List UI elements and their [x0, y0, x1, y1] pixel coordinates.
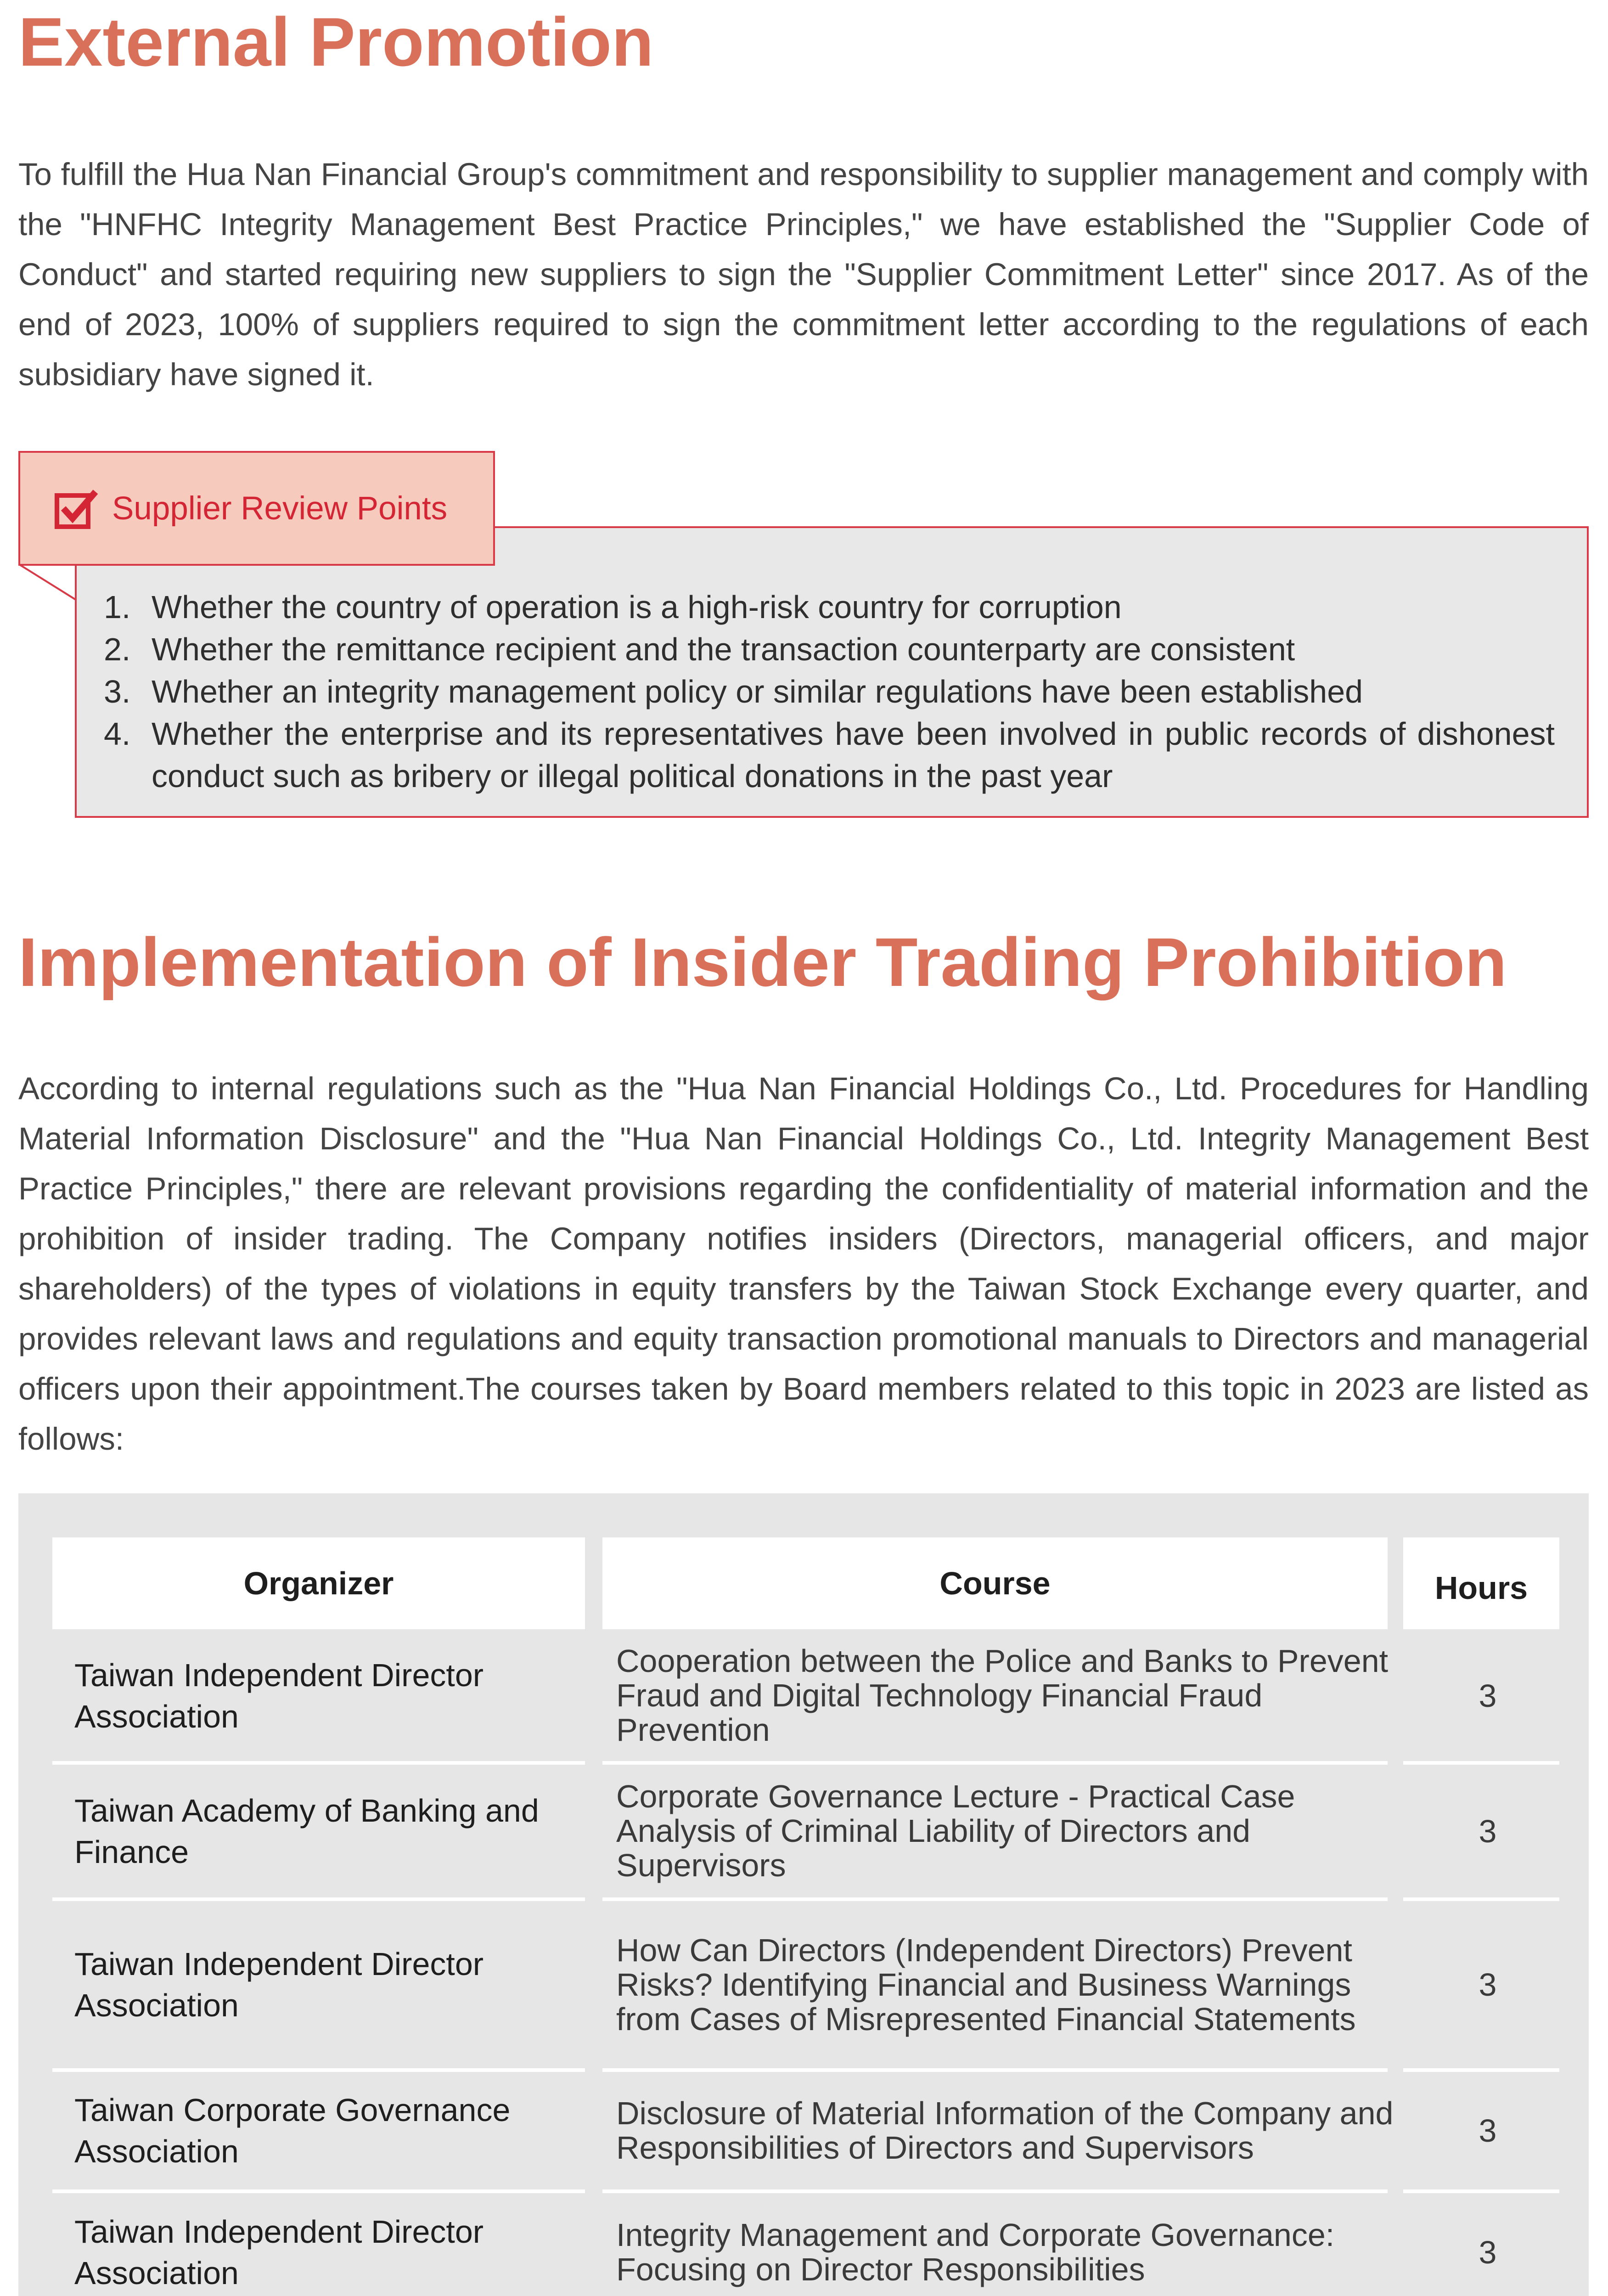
row-divider: [52, 2068, 585, 2072]
course-cell: Corporate Governance Lecture - Practical Case Analysis of Criminal Liability of Directors and Supervisors: [616, 1778, 1295, 1883]
external-promotion-paragraph: To fulfill the Hua Nan Financial Group's commitment and responsibility to supplier management and comply with the "HNFHC Integrity Management Best Practice Principles," we have established the "Supplier Code of Conduct" and started requiring new suppliers to sign the "Supplier Commitment Letter" since 2017. As of the end of 2023, 100% of suppliers required to sign the commitment letter according to the regulations of each subsidiary have signed it.: [18, 157, 1589, 392]
table-row: [18, 2193, 1589, 2296]
organizer-cell: Taiwan Academy of Banking and Finance: [74, 1792, 539, 1870]
list-item: 1. Whether the country of operation is a high-risk country for corruption: [104, 589, 1122, 625]
table-header-course: Course: [602, 1537, 1388, 1629]
row-divider: [1403, 2189, 1559, 2193]
organizer-cell: Taiwan Independent Director Association: [74, 2213, 484, 2291]
section-title-external-promotion: External Promotion: [18, 3, 654, 80]
course-cell: Disclosure of Material Information of the Company and Responsibilities of Directors and Supervisors: [616, 2095, 1394, 2166]
organizer-cell: Taiwan Independent Director Association: [74, 1946, 484, 2023]
row-divider: [1403, 1761, 1559, 1765]
supplier-review-label: Supplier Review Points: [112, 490, 448, 527]
table-header-organizer: Organizer: [52, 1537, 585, 1629]
course-cell: Cooperation between the Police and Banks to Prevent Fraud and Digital Technology Financial Fraud Prevention: [616, 1643, 1389, 1748]
organizer-cell: Taiwan Independent Director Association: [74, 1657, 484, 1734]
table-row: [18, 1630, 1589, 1761]
table-row: [18, 2072, 1589, 2189]
row-divider: [52, 1897, 585, 1901]
supplier-review-list: [104, 586, 1555, 797]
hours-cell: 3: [1479, 1967, 1497, 2003]
course-cell: How Can Directors (Independent Directors) Prevent Risks? Identifying Financial and Business Warnings from Cases of Misrepresented Financial Statements: [616, 1932, 1356, 2037]
hours-cell: 3: [1479, 1677, 1497, 1714]
hours-cell: 3: [1479, 2234, 1497, 2270]
organizer-cell: Taiwan Corporate Governance Association: [74, 2092, 511, 2169]
hours-cell: 3: [1479, 1813, 1497, 1849]
insider-trading-paragraph: According to internal regulations such as the "Hua Nan Financial Holdings Co., Ltd. Procedures for Handling Material Information Disclosure" and the "Hua Nan Financial Holdings Co., Ltd. Integrity Management Best Practice Principles," there are relevant provisions regarding the confidentiality of material information and the prohibition of insider trading. The Company notifies insiders (Directors, managerial officers, and major shareholders) of the types of violations in equity transfers by the Taiwan Stock Exchange every quarter, and provides relevant laws and regulations and equity transaction promotional manuals to Directors and managerial officers upon their appointment.The courses taken by Board members related to this topic in 2023 are listed as follows:: [18, 1071, 1589, 1457]
row-divider: [52, 1761, 585, 1765]
row-divider: [1403, 2068, 1559, 2072]
course-cell: Integrity Management and Corporate Governance: Focusing on Director Responsibilities: [616, 2217, 1335, 2287]
section-title-insider-trading: Implementation of Insider Trading Prohibition: [18, 923, 1507, 1001]
row-divider: [602, 2068, 1388, 2072]
table-header-hours: Hours: [1403, 1537, 1559, 1629]
supplier-review-tab: [18, 451, 495, 566]
tab-connector-line: [18, 564, 78, 601]
hours-cell: 3: [1479, 2113, 1497, 2149]
courses-table: [18, 1493, 1589, 2296]
list-item: 4. Whether the enterprise and its representatives have been involved in public records of dishonest conduct such as bribery or illegal political donations in the past year: [104, 716, 1555, 794]
row-divider: [602, 2189, 1388, 2193]
row-divider: [602, 1761, 1388, 1765]
row-divider: [52, 2189, 585, 2193]
table-row: [18, 1765, 1589, 1897]
checkbox-checked-icon: [53, 485, 99, 531]
row-divider: [602, 1897, 1388, 1901]
table-row: [18, 1901, 1589, 2068]
row-divider: [1403, 1897, 1559, 1901]
list-item: 3. Whether an integrity management policy or similar regulations have been established: [104, 674, 1363, 709]
list-item: 2. Whether the remittance recipient and the transaction counterparty are consistent: [104, 631, 1295, 667]
